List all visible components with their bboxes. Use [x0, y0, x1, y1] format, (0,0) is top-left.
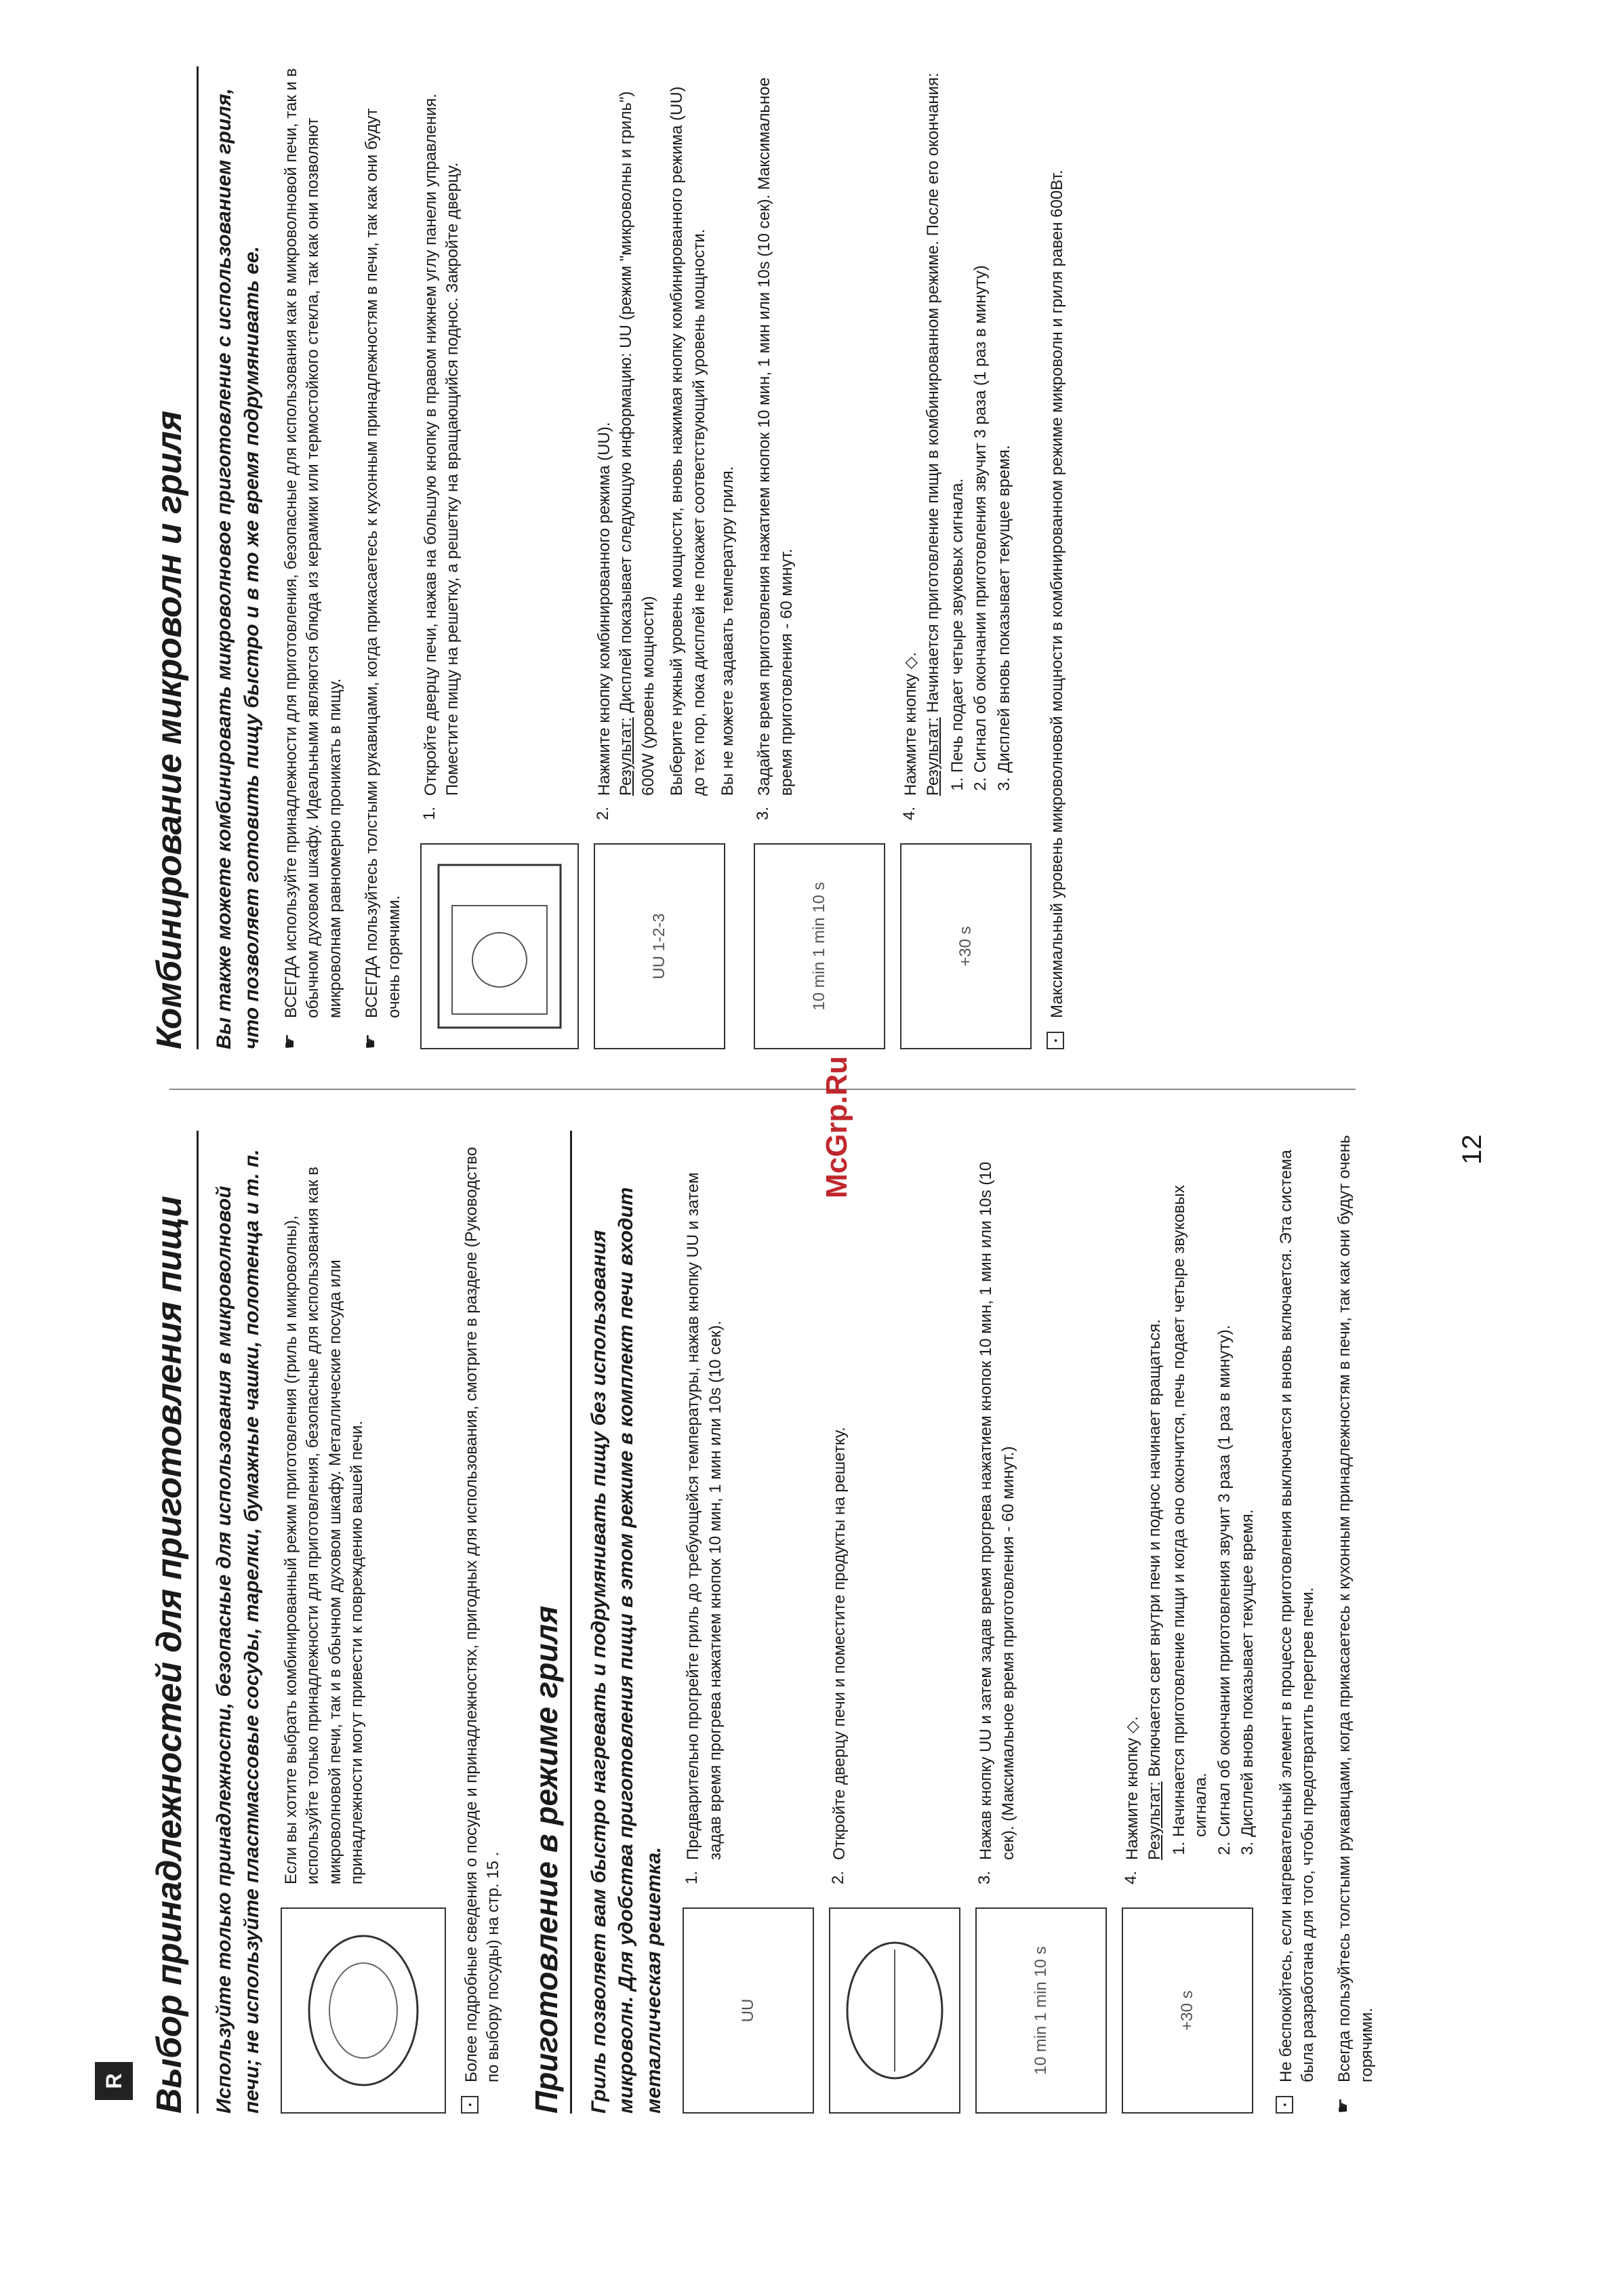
step-text: Нажав кнопку UU и затем задав время прогрева нажатием кнопок 10 мин, 1 мин или 10s (10 сек). (Максимальное время приготовления - 60 минут.): [977, 1161, 1017, 1860]
hand-pointer-icon: ☛: [1333, 2097, 1354, 2114]
combi-row: [281, 1131, 446, 2114]
result-text: Начинается приготовление пищи в комбинированном режиме. После его окончания:: [923, 73, 942, 713]
step-text: [900, 66, 1017, 796]
list-item: 3. Дисплей вновь показывает текущее время.: [1237, 1131, 1259, 1837]
result-label: Результат:: [617, 717, 636, 796]
start-button-picture: +30 s: [1122, 1907, 1253, 2114]
left-step-1: [683, 1131, 814, 2114]
hand-pointer-icon: ☛: [360, 1033, 381, 1049]
note-icon: •: [461, 2096, 479, 2114]
step-number: 4.: [1122, 1870, 1141, 1884]
rack-picture: [829, 1907, 960, 2114]
step-text: Откройте дверцу печи и поместите продукты на решетку.: [830, 1427, 849, 1860]
note-icon: •: [1276, 2096, 1293, 2114]
note-text: Всегда пользуйтесь толстыми рукавицами, когда прикасаетесь к кухонным принадлежностям в печи, так как они будут очень горячими.: [1335, 1135, 1376, 2082]
list-item: 1. Печь подает четыре звуковых сигнала.: [947, 66, 969, 773]
result-list: [1169, 1131, 1259, 1860]
oven-icon: [432, 858, 567, 1034]
step-text: Откройте дверцу печи, нажав на большую кнопку в правом нижнем углу панели управления. Поместите пищу на решетку, а решетку на вращающийся поднос. Закройте дверцу.: [421, 94, 462, 796]
note-text: Не беспокойтесь, если нагревательный элемент в процессе приготовления выключается и вновь включается. Эта система была разработана для того, чтобы предотвратить перегрев печи.: [1276, 1150, 1318, 2082]
left-title: Выбор принадлежностей для приготовления пищи: [149, 1131, 199, 2114]
more-info-row: [461, 1131, 505, 2114]
grill-title: Приготовление в режиме гриля: [528, 1131, 572, 2114]
left-step-2: [829, 1131, 960, 2114]
result-text: Включается свет внутри печи и поднос начинает вращаться.: [1145, 1319, 1164, 1777]
right-step-2: [594, 66, 739, 1049]
final-note-text: Максимальный уровень микроволновой мощности в комбинированном режиме микроволн и гриля равен 600Вт.: [1048, 169, 1067, 1018]
left-column: [149, 1131, 1393, 2114]
right-column: [149, 66, 1084, 1049]
list-item: 1. Начинается приготовление пищи и когда оно окончится, печь подает четыре звуковых сигнала.: [1169, 1131, 1213, 1837]
dish-illustration: [281, 1907, 446, 2114]
start-button-picture: +30 s: [900, 843, 1032, 1049]
watermark: McGrp.Ru: [820, 1055, 853, 1198]
step-instruction: Нажмите кнопку ◇.: [1123, 1716, 1142, 1860]
time-buttons-picture: 10 min 1 min 10 s: [754, 843, 885, 1049]
warn-row-1: [281, 66, 346, 1049]
result-list: [947, 66, 1015, 796]
right-step-1: [420, 66, 579, 1049]
right-title: Комбинирование микроволн и гриля: [149, 66, 199, 1049]
time-buttons-picture: 10 min 1 min 10 s: [975, 1907, 1107, 2114]
step-number: 1.: [420, 806, 439, 820]
note-row-2: [1334, 1131, 1378, 2114]
step-number: 1.: [683, 1870, 702, 1884]
column-divider: [169, 1089, 1356, 1090]
list-item: 2. Сигнал об окончании приготовления звучит 3 раза (1 раз в минуту).: [1214, 1131, 1236, 1837]
warn-text: ВСЕГДА используйте принадлежности для приготовления, безопасные для использования как в микроволновой печи, так и в обычном духовом шкафу. Идеальными являются блюда из керамики или термостойкого стекла, так как они позволяют микроволнам равномерно проникать в пищу.: [282, 68, 344, 1018]
warn-text: ВСЕГДА пользуйтесь толстыми рукавицами, когда прикасаетесь к кухонным принадлежностям в печи, так как они будут очень горячими.: [363, 108, 403, 1018]
combi-button-picture: UU 1-2-3: [594, 843, 725, 1049]
result-label: Результат:: [923, 717, 942, 796]
step-instruction: Нажмите кнопку комбинированного режима (UU).: [594, 422, 613, 796]
step-number: 3.: [975, 1870, 994, 1884]
grill-intro: Гриль позволяет вам быстро нагревать и подрумянивать пищу без использования микроволн. Для удобства приготовления пищи в этом режиме в комплект печи входит металлическая решетка.: [587, 1187, 665, 2114]
warn-row-2: [361, 66, 405, 1049]
rack-icon: [837, 1936, 952, 2085]
more-info-text: Более подробные сведения о посуде и принадлежностях, пригодных для использования, смотрите в разделе (Руководство по выбору посуды) на стр. 15 .: [462, 1147, 503, 2082]
step-number: 4.: [900, 806, 919, 820]
step-number: 3.: [754, 806, 773, 820]
left-step-3: [975, 1131, 1107, 2114]
step-number: 2.: [593, 806, 612, 820]
combi-text: Если вы хотите выбрать комбинированный режим приготовления (гриль и микроволны), используйте только принадлежности для приготовления, безопасные для использования как в микроволновой печи, так и в обычном духовом шкафу. Металлические посуда или принадлежности могут привести к повреждению вашей печи.: [282, 1167, 367, 1884]
dish-icon: [296, 1929, 431, 2092]
step-text: [1122, 1131, 1260, 1860]
final-note-row: [1047, 66, 1068, 1049]
grill-button-picture: UU: [683, 1907, 814, 2114]
step-instruction: Нажмите кнопку ◇.: [901, 651, 920, 796]
note-row-1: [1276, 1131, 1320, 2114]
result-text: Дисплей показывает следующую информацию: UU (режим "микроволны и гриль") 600W (уровень мощности): [617, 91, 657, 796]
step-text: Задайте время приготовления нажатием кнопок 10 мин, 1 мин или 10s (10 сек). Максимальное время приготовления - 60 минут.: [755, 77, 796, 796]
result-label: Результат:: [1145, 1781, 1164, 1860]
oven-picture: [420, 843, 579, 1049]
list-item: 3. Дисплей вновь показывает текущее время.: [994, 66, 1015, 773]
hand-pointer-icon: ☛: [279, 1033, 300, 1049]
list-item: 2. Сигнал об окончании приготовления звучит 3 раза (1 раз в минуту): [970, 66, 992, 773]
right-intro: Вы также можете комбинировать микроволновое приготовление с использованием гриля, что позволяет готовить пищу быстро и в то же время подрумянивать ее.: [213, 88, 263, 1049]
temp-hint: Вы не можете задавать температуру гриля.: [718, 466, 737, 796]
step-number: 2.: [829, 1870, 848, 1884]
note-icon: •: [1047, 1032, 1064, 1049]
language-badge: R: [95, 2062, 133, 2100]
step-text: Предварительно прогрейте гриль до требующейся температуры, нажав кнопку UU и затем задав время прогрева нажатием кнопок 10 мин, 1 мин или 10s (10 сек).: [684, 1172, 725, 1860]
right-step-4: [900, 66, 1032, 1049]
left-intro: Используйте только принадлежности, безопасные для использования в микроволновой печи; не используйте пластмассовые сосуды, тарелки, бумажные чашки, полотенца и т. п.: [213, 1149, 263, 2114]
left-step-4: [1122, 1131, 1260, 2114]
power-note: Выберите нужный уровень мощности, вновь нажимая кнопку комбинированного режима (UU) до тех пор, пока дисплей не покажет соответствующий уровень мощности.: [668, 86, 708, 796]
right-step-3: [754, 66, 885, 1049]
page-number: 12: [1457, 1134, 1487, 1165]
step-text: [594, 66, 739, 796]
